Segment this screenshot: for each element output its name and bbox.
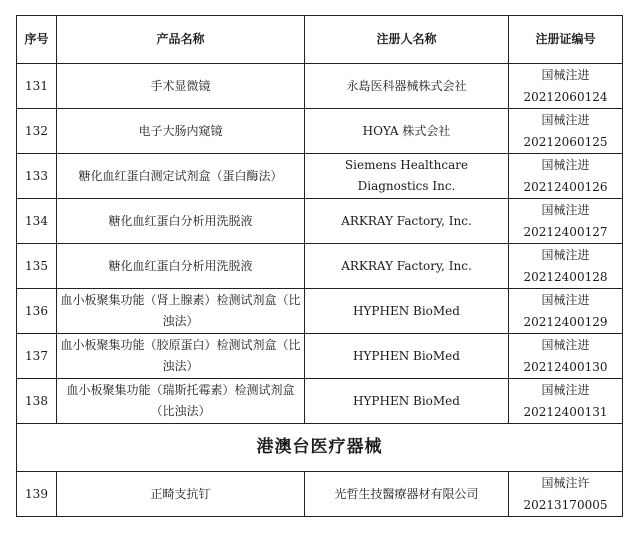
row-registrant: HOYA 株式会社 <box>305 109 509 154</box>
row-index: 138 <box>17 379 57 424</box>
row-certificate <box>509 244 623 289</box>
certificate-number: 20212400126 <box>523 180 608 194</box>
certificate-number: 20212060125 <box>523 135 608 149</box>
row-certificate <box>509 472 623 517</box>
certificate-prefix: 国械注进 <box>541 383 590 397</box>
row-registrant: ARKRAY Factory, Inc. <box>305 244 509 289</box>
table-row <box>17 244 623 289</box>
table-row <box>17 379 623 424</box>
certificate-number: 20212400128 <box>523 270 608 284</box>
certificate-number: 20212400131 <box>523 405 608 419</box>
certificate-prefix: 国械注许 <box>541 476 590 490</box>
row-certificate <box>509 64 623 109</box>
row-product-name: 血小板聚集功能（胶原蛋白）检测试剂盒（比浊法） <box>57 334 305 379</box>
certificate-number: 20212400129 <box>523 315 608 329</box>
row-product-name: 电子大肠内窥镜 <box>57 109 305 154</box>
row-product-name: 糖化血红蛋白测定试剂盒（蛋白酶法） <box>57 154 305 199</box>
header-registrant-name: 注册人名称 <box>305 16 509 64</box>
row-index: 133 <box>17 154 57 199</box>
certificate-number: 20212400130 <box>523 360 608 374</box>
row-certificate <box>509 379 623 424</box>
row-index: 137 <box>17 334 57 379</box>
row-product-name: 手术显微镜 <box>57 64 305 109</box>
section-header-row <box>17 424 623 472</box>
row-product-name: 正畸支抗钉 <box>57 472 305 517</box>
row-certificate <box>509 154 623 199</box>
row-registrant: HYPHEN BioMed <box>305 379 509 424</box>
header-certificate-number: 注册证编号 <box>509 16 623 64</box>
certificate-prefix: 国械注进 <box>541 68 590 82</box>
certificate-prefix: 国械注进 <box>541 113 590 127</box>
header-index: 序号 <box>17 16 57 64</box>
row-registrant: ARKRAY Factory, Inc. <box>305 199 509 244</box>
device-registration-table-container <box>16 15 623 517</box>
row-registrant: Siemens Healthcare Diagnostics Inc. <box>305 154 509 199</box>
row-index: 136 <box>17 289 57 334</box>
row-certificate <box>509 289 623 334</box>
table-header-row <box>17 16 623 64</box>
header-product-name: 产品名称 <box>57 16 305 64</box>
row-certificate <box>509 334 623 379</box>
table-row <box>17 154 623 199</box>
table-row <box>17 199 623 244</box>
row-index: 132 <box>17 109 57 154</box>
row-product-name: 糖化血红蛋白分析用洗脱液 <box>57 199 305 244</box>
table-row <box>17 64 623 109</box>
row-product-name: 血小板聚集功能（肾上腺素）检测试剂盒（比浊法） <box>57 289 305 334</box>
table-row <box>17 109 623 154</box>
row-registrant: HYPHEN BioMed <box>305 334 509 379</box>
certificate-number: 20212060124 <box>523 90 608 104</box>
certificate-number: 20213170005 <box>523 498 608 512</box>
certificate-number: 20212400127 <box>523 225 608 239</box>
row-registrant: HYPHEN BioMed <box>305 289 509 334</box>
row-product-name: 糖化血红蛋白分析用洗脱液 <box>57 244 305 289</box>
certificate-prefix: 国械注进 <box>541 293 590 307</box>
certificate-prefix: 国械注进 <box>541 338 590 352</box>
section-title: 港澳台医疗器械 <box>17 424 623 472</box>
table-row <box>17 289 623 334</box>
row-index: 131 <box>17 64 57 109</box>
table-row <box>17 472 623 517</box>
certificate-prefix: 国械注进 <box>541 158 590 172</box>
row-product-name: 血小板聚集功能（瑞斯托霉素）检测试剂盒（比浊法） <box>57 379 305 424</box>
table-row <box>17 334 623 379</box>
certificate-prefix: 国械注进 <box>541 248 590 262</box>
row-certificate <box>509 199 623 244</box>
row-index: 134 <box>17 199 57 244</box>
device-registration-table <box>16 15 623 517</box>
row-registrant: 永島医科器械株式会社 <box>305 64 509 109</box>
row-index: 135 <box>17 244 57 289</box>
row-registrant: 光哲生技醫療器材有限公司 <box>305 472 509 517</box>
row-index: 139 <box>17 472 57 517</box>
certificate-prefix: 国械注进 <box>541 203 590 217</box>
row-certificate <box>509 109 623 154</box>
